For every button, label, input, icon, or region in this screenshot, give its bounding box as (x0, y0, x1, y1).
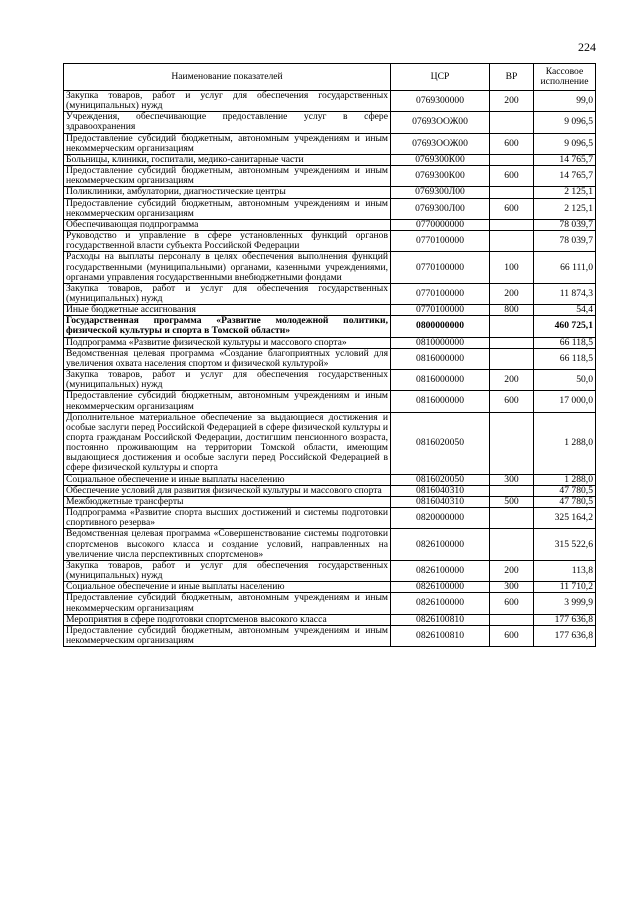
table-row (64, 166, 596, 187)
table-row (64, 370, 596, 391)
row-csr-code: 0816000000 (391, 391, 490, 412)
table-row (64, 508, 596, 529)
page-number: 224 (578, 40, 596, 54)
row-name: Подпрограмма «Развитие спорта высших достижений и системы подготовки спортивного резерва» (64, 508, 391, 529)
row-csr-code: 0826100810 (391, 614, 490, 625)
table-row (64, 316, 596, 337)
table-row (64, 625, 596, 646)
row-vr-code: 200 (490, 370, 534, 391)
row-name: Ведомственная целевая программа «Создание благоприятных условий для увеличения охвата населения спортом и физической культурой» (64, 348, 391, 369)
table-row (64, 283, 596, 304)
row-vr-code: 800 (490, 305, 534, 316)
row-amount: 3 999,9 (534, 593, 596, 614)
row-csr-code: 0770100000 (391, 252, 490, 283)
row-vr-code (490, 412, 534, 474)
row-vr-code (490, 485, 534, 496)
row-csr-code: 0770100000 (391, 231, 490, 252)
row-csr-code: 0826100000 (391, 593, 490, 614)
row-name: Учреждения, обеспечивающие предоставление услуг в сфере здравоохранения (64, 112, 391, 133)
header-csr: ЦСР (391, 64, 490, 91)
row-csr-code: 0769300Л00 (391, 198, 490, 219)
row-amount: 14 765,7 (534, 154, 596, 165)
row-amount: 47 780,5 (534, 485, 596, 496)
row-vr-code (490, 614, 534, 625)
row-amount: 1 288,0 (534, 412, 596, 474)
row-name: Иные бюджетные ассигнования (64, 305, 391, 316)
row-name: Предоставление субсидий бюджетным, автономным учреждениям и иным некоммерческим организациям (64, 198, 391, 219)
row-amount: 2 125,1 (534, 187, 596, 198)
row-amount: 54,4 (534, 305, 596, 316)
row-amount: 460 725,1 (534, 316, 596, 337)
table-row (64, 198, 596, 219)
row-csr-code: 07693ООЖ00 (391, 133, 490, 154)
row-csr-code: 0816040310 (391, 485, 490, 496)
table-row (64, 219, 596, 230)
row-csr-code: 0770100000 (391, 305, 490, 316)
row-name: Закупка товаров, работ и услуг для обеспечения государственных (муниципальных) нужд (64, 91, 391, 112)
row-vr-code: 600 (490, 198, 534, 219)
row-csr-code: 0826100000 (391, 560, 490, 581)
table-row (64, 252, 596, 283)
row-csr-code: 0820000000 (391, 508, 490, 529)
row-amount: 177 636,8 (534, 614, 596, 625)
row-csr-code: 0826100810 (391, 625, 490, 646)
row-amount: 66 118,5 (534, 348, 596, 369)
row-vr-code (490, 219, 534, 230)
row-csr-code: 0770100000 (391, 283, 490, 304)
header-amount: Кассовое исполнение (534, 64, 596, 91)
row-amount: 113,8 (534, 560, 596, 581)
row-vr-code: 500 (490, 496, 534, 507)
row-vr-code (490, 316, 534, 337)
row-name: Ведомственная целевая программа «Совершенствование системы подготовки спортсменов высокого класса и создание условий, направленных на увеличение числа перспективных спортсменов» (64, 529, 391, 560)
row-vr-code (490, 187, 534, 198)
row-name: Социальное обеспечение и иные выплаты населению (64, 582, 391, 593)
table-row (64, 231, 596, 252)
row-csr-code: 0816020050 (391, 412, 490, 474)
row-csr-code: 0816000000 (391, 370, 490, 391)
row-vr-code: 200 (490, 560, 534, 581)
row-name: Обеспечение условий для развития физической культуры и массового спорта (64, 485, 391, 496)
row-vr-code (490, 231, 534, 252)
row-name: Предоставление субсидий бюджетным, автономным учреждениям и иным некоммерческим организациям (64, 391, 391, 412)
row-csr-code: 0816020050 (391, 474, 490, 485)
row-amount: 47 780,5 (534, 496, 596, 507)
row-csr-code: 0810000000 (391, 337, 490, 348)
row-vr-code: 600 (490, 593, 534, 614)
row-name: Предоставление субсидий бюджетным, автономным учреждениям и иным некоммерческим организациям (64, 625, 391, 646)
row-vr-code: 100 (490, 252, 534, 283)
table-row (64, 485, 596, 496)
row-amount: 2 125,1 (534, 198, 596, 219)
row-amount: 50,0 (534, 370, 596, 391)
row-name: Поликлиники, амбулатории, диагностические центры (64, 187, 391, 198)
row-csr-code: 0769300К00 (391, 166, 490, 187)
row-amount: 1 288,0 (534, 474, 596, 485)
row-amount: 9 096,5 (534, 112, 596, 133)
row-vr-code (490, 508, 534, 529)
table-row (64, 305, 596, 316)
table-body (64, 91, 596, 647)
row-amount: 9 096,5 (534, 133, 596, 154)
row-amount: 315 522,6 (534, 529, 596, 560)
row-vr-code: 300 (490, 582, 534, 593)
table-row (64, 474, 596, 485)
row-name: Закупка товаров, работ и услуг для обеспечения государственных (муниципальных) нужд (64, 560, 391, 581)
row-amount: 66 111,0 (534, 252, 596, 283)
row-name: Расходы на выплаты персоналу в целях обеспечения выполнения функций государственными (муниципальными) органами, казенными учреждениями, органами управления государственными внебюджетными фондами (64, 252, 391, 283)
row-amount: 11 710,2 (534, 582, 596, 593)
row-csr-code: 0826100000 (391, 529, 490, 560)
row-vr-code: 300 (490, 474, 534, 485)
row-amount: 78 039,7 (534, 219, 596, 230)
row-amount: 177 636,8 (534, 625, 596, 646)
row-name: Межбюджетные трансферты (64, 496, 391, 507)
row-csr-code: 0800000000 (391, 316, 490, 337)
row-amount: 17 000,0 (534, 391, 596, 412)
row-amount: 66 118,5 (534, 337, 596, 348)
row-vr-code (490, 337, 534, 348)
row-csr-code: 0826100000 (391, 582, 490, 593)
table-row (64, 112, 596, 133)
row-vr-code (490, 154, 534, 165)
table-row (64, 614, 596, 625)
table-row (64, 593, 596, 614)
row-csr-code: 0769300000 (391, 91, 490, 112)
row-name: Социальное обеспечение и иные выплаты населению (64, 474, 391, 485)
table-row (64, 529, 596, 560)
row-amount: 11 874,3 (534, 283, 596, 304)
table-row (64, 348, 596, 369)
row-name: Закупка товаров, работ и услуг для обеспечения государственных (муниципальных) нужд (64, 370, 391, 391)
row-name: Мероприятия в сфере подготовки спортсменов высокого класса (64, 614, 391, 625)
table-header-row (64, 64, 596, 91)
table-row (64, 582, 596, 593)
row-csr-code: 0816000000 (391, 348, 490, 369)
row-amount: 99,0 (534, 91, 596, 112)
row-vr-code (490, 112, 534, 133)
row-name: Руководство и управление в сфере установленных функций органов государственной власти субъекта Российской Федерации (64, 231, 391, 252)
table-row (64, 337, 596, 348)
row-csr-code: 0769300Л00 (391, 187, 490, 198)
table-row (64, 133, 596, 154)
row-amount: 14 765,7 (534, 166, 596, 187)
table-row (64, 154, 596, 165)
row-csr-code: 0770000000 (391, 219, 490, 230)
row-vr-code: 600 (490, 391, 534, 412)
row-name: Государственная программа «Развитие молодежной политики, физической культуры и спорта в Томской области» (64, 316, 391, 337)
row-name: Обеспечивающая подпрограмма (64, 219, 391, 230)
table-row (64, 391, 596, 412)
header-name: Наименование показателей (64, 64, 391, 91)
row-amount: 78 039,7 (534, 231, 596, 252)
table-row (64, 496, 596, 507)
row-vr-code (490, 529, 534, 560)
row-csr-code: 07693ООЖ00 (391, 112, 490, 133)
row-name: Предоставление субсидий бюджетным, автономным учреждениям и иным некоммерческим организациям (64, 593, 391, 614)
row-csr-code: 0816040310 (391, 496, 490, 507)
table-row (64, 560, 596, 581)
table-row (64, 91, 596, 112)
table-row (64, 187, 596, 198)
row-name: Закупка товаров, работ и услуг для обеспечения государственных (муниципальных) нужд (64, 283, 391, 304)
row-vr-code: 600 (490, 625, 534, 646)
row-vr-code: 600 (490, 166, 534, 187)
table-row (64, 412, 596, 474)
row-name: Больницы, клиники, госпитали, медико-санитарные части (64, 154, 391, 165)
budget-table (63, 63, 596, 647)
row-vr-code: 600 (490, 133, 534, 154)
row-name: Подпрограмма «Развитие физической культуры и массового спорта» (64, 337, 391, 348)
row-name: Предоставление субсидий бюджетным, автономным учреждениям и иным некоммерческим организациям (64, 133, 391, 154)
row-csr-code: 0769300К00 (391, 154, 490, 165)
row-amount: 325 164,2 (534, 508, 596, 529)
row-vr-code: 200 (490, 283, 534, 304)
row-name: Предоставление субсидий бюджетным, автономным учреждениям и иным некоммерческим организациям (64, 166, 391, 187)
row-vr-code: 200 (490, 91, 534, 112)
header-vr: ВР (490, 64, 534, 91)
row-vr-code (490, 348, 534, 369)
row-name: Дополнительное материальное обеспечение за выдающиеся достижения и особые заслуги перед Российской Федерацией в сфере физической культуры и спорта гражданам Российской Федерации, достигшим пенсионного возраста, постоянно проживающим на территории Томской области, имеющим выдающиеся достижения и особые заслуги перед Российской Федерацией в сфере физической культуры и спорта (64, 412, 391, 474)
